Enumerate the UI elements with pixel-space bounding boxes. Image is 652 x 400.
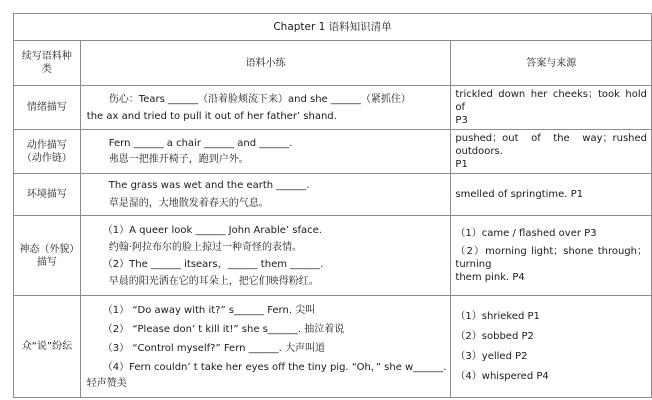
vocabulary-table-wrapper xyxy=(13,13,652,398)
answer-line: pushed；out of the way；rushed outdoors. xyxy=(455,133,647,157)
practice-cell xyxy=(80,296,451,398)
category-cell: 环境描写 xyxy=(14,174,81,216)
table-row-expression xyxy=(14,216,652,296)
practice-line: （2）The ______ itsears，______ them ______. xyxy=(102,258,324,270)
table-title: Chapter 1 语料知识清单 xyxy=(14,14,652,41)
practice-line: the ax and tried to pull it out of her father’ shand. xyxy=(86,110,337,122)
category-cell: 神态（外貌）描写 xyxy=(14,216,81,296)
answer-line: （1）came / flashed over P3 xyxy=(455,228,597,239)
answer-line: them pink. P4 xyxy=(455,272,525,283)
practice-line: The grass was wet and the earth ______. xyxy=(108,180,310,191)
practice-cell xyxy=(80,130,451,174)
header-answer: 答案与来源 xyxy=(451,41,652,86)
practice-line: Fern ______ a chair ______ and ______. xyxy=(108,138,293,149)
answer-cell xyxy=(451,296,652,398)
practice-line: （1） “Do away with it?” s______ Fern. 尖叫 xyxy=(102,304,316,316)
practice-line: （1）A queer look ______ John Arable’ sface. xyxy=(102,224,322,236)
vocabulary-table xyxy=(13,13,652,398)
practice-line: 约翰·阿拉布尔的脸上掠过一种奇怪的表情。 xyxy=(108,241,302,253)
answer-line: （1）shrieked P1 xyxy=(455,311,540,322)
answer-line: smelled of springtime. P1 xyxy=(455,189,584,200)
practice-line: 轻声赞美 xyxy=(86,377,127,389)
practice-cell xyxy=(80,86,451,130)
header-category: 续写语料种类 xyxy=(14,41,81,86)
answer-line: （4）whispered P4 xyxy=(455,371,549,382)
answer-cell xyxy=(451,130,652,174)
practice-cell xyxy=(80,216,451,296)
answer-line: （3）yelled P2 xyxy=(455,351,528,362)
practice-line: 早晨的阳光洒在它的耳朵上，把它们映得粉红。 xyxy=(108,275,319,287)
category-cell: 众“说”纷纭 xyxy=(14,296,81,398)
answer-line: P1 xyxy=(455,159,468,170)
practice-line: 弗恩一把推开椅子，跑到户外。 xyxy=(108,154,249,165)
table-row-dialogue xyxy=(14,296,652,398)
answer-cell xyxy=(451,86,652,130)
table-row-environment xyxy=(14,174,652,216)
practice-line: （2） “Please don’ t kill it!” she s______. 抽泣着说 xyxy=(102,323,345,335)
answer-line: （2）sobbed P2 xyxy=(455,331,534,342)
table-row-action xyxy=(14,130,652,174)
practice-line: （4）Fern couldn’ t take her eyes off the tiny pig. “Oh，” she w______. xyxy=(102,361,447,373)
answer-line: （2）morning light；shone through；turning xyxy=(455,246,647,270)
category-cell: 情绪描写 xyxy=(14,86,81,130)
header-row xyxy=(14,41,652,86)
table-row-emotion xyxy=(14,86,652,130)
practice-cell xyxy=(80,174,451,216)
title-row xyxy=(14,14,652,41)
answer-cell xyxy=(451,216,652,296)
answer-line: P3 xyxy=(455,115,468,126)
answer-cell xyxy=(451,174,652,216)
practice-line: 草是湿的，大地散发着春天的气息。 xyxy=(108,198,269,209)
answer-line: trickled down her cheeks；took hold of xyxy=(455,89,647,113)
practice-line: 伤心：Tears ______（沿着脸颊流下来）and she ______（紧抓住） xyxy=(108,93,411,105)
header-practice: 语料小练 xyxy=(80,41,451,86)
practice-line: （3） “Control myself?” Fern ______. 大声叫道 xyxy=(102,342,325,354)
category-cell: 动作描写（动作链） xyxy=(14,130,81,174)
